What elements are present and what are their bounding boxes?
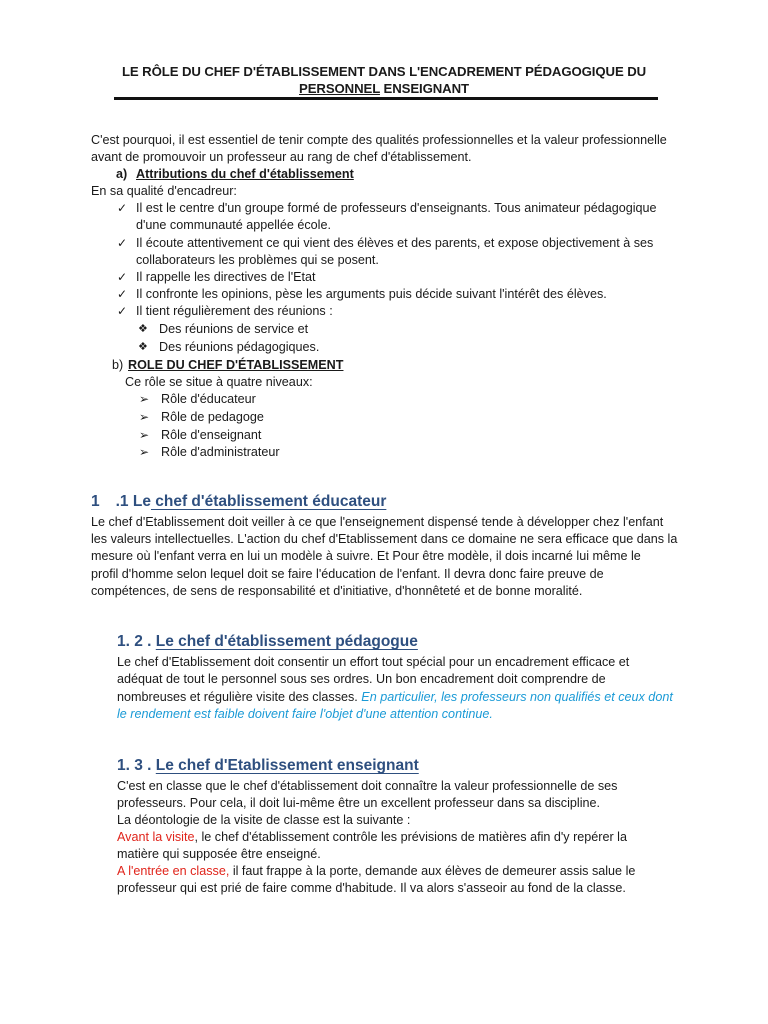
s3-entree-text: il faut frappe à la porte, demande aux élèves de demeurer assis salue le [229,864,636,878]
s3-avant-label: Avant la visite [117,830,195,844]
section-1-1-num: 1 [91,493,100,510]
section-a-marker: a) [116,167,128,181]
s1-line-2: les valeurs intellectuelles. L'action du chef d'Etablissement dans ce domaine ne sera efficace que dans la [91,532,678,546]
s3-avant-text: , le chef d'établissement contrôle les prévisions de matières afin d'y repérer la [194,830,627,844]
s3-line-2: professeurs. Pour cela, il doit lui-même être un excellent professeur dans sa discipline. [117,796,600,810]
s3-entree-line [117,863,635,880]
section-1-3-heading [117,756,419,776]
document-title [110,63,658,97]
arrow-bullet-icon: ➢ [139,445,150,459]
s2-line-3 [117,689,673,706]
s1-line-4: profil d'homme selon lequel doit se faire l'éducation de l'enfant. Il devra donc faire preuve de [91,567,604,581]
check-icon: ✓ [117,236,128,250]
section-b-lead: Ce rôle se situe à quatre niveaux: [125,375,313,389]
section-1-1-title: chef d'établissement éducateur [150,493,387,510]
s1-line-1: Le chef d'Etablissement doit veiller à ce que l'enseignement dispensé tende à développer chez l'enfant [91,515,664,529]
attribution-4: Il confronte les opinions, pèse les arguments puis décide suivant l'intérêt des élèves. [136,287,607,301]
title-line-2 [110,80,658,97]
s3-entree-label: A l'entrée en classe, [117,864,230,878]
intro-line-1: C'est pourquoi, il est essentiel de tenir compte des qualités professionnelles et la valeur professionnelle [91,133,667,147]
s3-line-1: C'est en classe que le chef d'établissement doit connaître la valeur professionnelle de ses [117,779,618,793]
s2-line-3-highlight: En particulier, les professeurs non qualifiés et ceux dont [361,690,673,704]
attribution-3: Il rappelle les directives de l'Etat [136,270,316,284]
section-1-1-num2: .1 Le [115,493,151,510]
attribution-1-l2: d'une communauté appellée école. [136,218,331,232]
s3-avant-line-2: matière qui supposée être enseigné. [117,847,321,861]
arrow-bullet-icon: ➢ [139,392,150,406]
section-a-lead: En sa qualité d'encadreur: [91,184,237,198]
title-line-1: LE RÔLE DU CHEF D'ÉTABLISSEMENT DANS L'ENCADREMENT PÉDAGOGIQUE DU [121,64,647,79]
diamond-bullet-icon: ❖ [138,341,148,353]
check-icon: ✓ [117,201,128,215]
title-line-2b: ENSEIGNANT [379,81,469,96]
diamond-bullet-icon: ❖ [138,323,148,335]
role-item-4: Rôle d'administrateur [161,445,280,459]
check-icon: ✓ [117,304,128,318]
role-item-1: Rôle d'éducateur [161,392,256,406]
arrow-bullet-icon: ➢ [139,410,150,424]
s2-line-2: adéquat de tout le personnel sous ses ordres. Un bon encadrement doit comprendre de [117,672,606,686]
section-1-2-heading [117,632,418,652]
section-1-3-num: 1. 3 . [117,757,152,774]
sub-item-1: Des réunions de service et [159,322,309,336]
role-item-2: Rôle de pedagoge [161,410,264,424]
s2-line-3-plain: nombreuses et régulière visite des classes. [117,690,362,704]
attribution-5: Il tient régulièrement des réunions : [136,304,333,318]
check-icon: ✓ [117,270,128,284]
section-b-marker: b) [112,358,124,372]
section-1-2-title: Le chef d'établissement pédagogue [155,633,418,650]
title-line-2a: PERSONNEL [299,81,380,96]
section-1-3-title: Le chef d'Etablissement enseignant [155,757,419,774]
s3-entree-line-2: professeur qui est prié de faire comme d'habitude. Il va alors s'asseoir au fond de la classe. [117,881,626,895]
section-1-2-num: 1. 2 . [117,633,152,650]
arrow-bullet-icon: ➢ [139,428,150,442]
attribution-1-l1: Il est le centre d'un groupe formé de professeurs d'enseignants. Tous animateur pédagogique [136,201,657,215]
s1-line-5: compétences, de sens de responsabilité et d'initiative, d'honnêteté et de bonne moralité. [91,584,583,598]
attribution-2-l2: collaborateurs les problèmes qui se posent. [136,253,379,267]
s2-line-1: Le chef d'Etablissement doit consentir un effort tout spécial pour un encadrement efficace et [117,655,630,669]
section-a-heading: Attributions du chef d'établissement [136,167,354,181]
section-b-heading: ROLE DU CHEF D'ÉTABLISSEMENT [128,358,344,372]
check-icon: ✓ [117,287,128,301]
title-underline-rule [114,97,658,100]
s3-avant-line [117,829,627,846]
section-1-1-heading [91,492,386,512]
s1-line-3: mesure où l'enfant verra en lui un modèle à suivre. Et Pour être modèle, il dois incarné lui même le [91,549,641,563]
s2-line-4: le rendement est faible doivent faire l'objet d'une attention continue. [117,707,493,721]
s3-line-3: La déontologie de la visite de classe est la suivante : [117,813,411,827]
sub-item-2: Des réunions pédagogiques. [159,340,320,354]
intro-line-2: avant de promouvoir un professeur au rang de chef d'établissement. [91,150,472,164]
role-item-3: Rôle d'enseignant [161,428,262,442]
attribution-2-l1: Il écoute attentivement ce qui vient des élèves et des parents, et expose objectivement à ses [136,236,654,250]
